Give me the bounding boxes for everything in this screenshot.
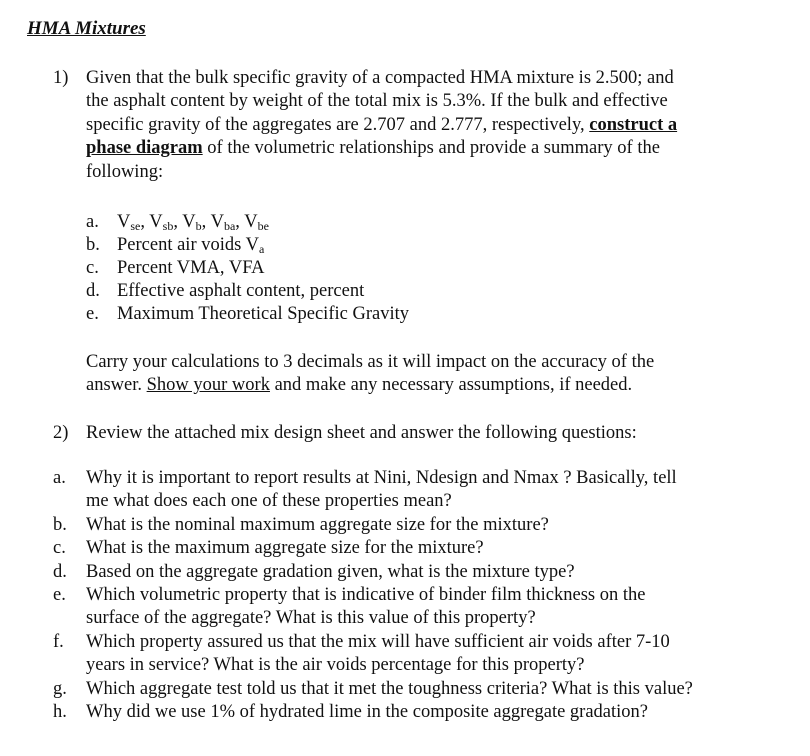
question-1-line [86, 137, 786, 160]
item-label: a. [86, 212, 99, 232]
question-2-intro: Review the attached mix design sheet and answer the following questions: [86, 423, 637, 443]
item-text: Based on the aggregate gradation given, what is the mixture type? [86, 561, 575, 582]
page-title: HMA Mixtures [27, 18, 146, 39]
show-your-work-emphasis: Show your work [146, 375, 270, 396]
question-number: 1) [53, 68, 69, 88]
question-1-line: following: [86, 161, 164, 182]
item-label: b. [53, 514, 67, 535]
item-text: Why it is important to report results at Nini, Ndesign and Nmax ? Basically, tell [86, 468, 677, 488]
item-text: Percent air voids $V_a$ [117, 235, 265, 256]
item-label: d. [86, 281, 100, 301]
item-label: e. [86, 304, 99, 324]
item-label: h. [53, 702, 67, 722]
item-label: c. [53, 538, 66, 559]
item-text: $V_{se}$, $V_{sb}$, $V_b$, $V_{ba}$, $V_{be}$ [117, 212, 269, 233]
question-1-line [86, 114, 786, 137]
item-text: surface of the aggregate? What is this value of this property? [86, 608, 536, 629]
emphasis-construct: construct a [589, 114, 678, 135]
item-text: years in service? What is the air voids percentage for this property? [86, 655, 585, 676]
item-label: g. [53, 678, 67, 699]
instructions-line: answer. Show your work and make any necessary assumptions, if needed. [86, 375, 633, 396]
item-text: Percent VMA, VFA [117, 258, 265, 278]
item-label: b. [86, 235, 100, 255]
question-1-line: the asphalt content by weight of the total mix is 5.3%. If the bulk and effective [86, 91, 668, 112]
item-text: Which volumetric property that is indicative of binder film thickness on the [86, 585, 646, 605]
item-text: Which aggregate test told us that it met the toughness criteria? What is this value? [86, 678, 693, 699]
instructions-line: Carry your calculations to 3 decimals as it will impact on the accuracy of the [86, 352, 655, 372]
item-label: d. [53, 561, 67, 582]
item-text: Maximum Theoretical Specific Gravity [117, 304, 409, 324]
item-text: What is the maximum aggregate size for the mixture? [86, 538, 484, 559]
item-label: e. [53, 585, 66, 605]
question-1-line-text: specific gravity of the aggregates are 2.707 and 2.777, respectively, [86, 114, 585, 135]
emphasis-phase-diagram: phase diagram [86, 138, 203, 159]
item-text: Effective asphalt content, percent [117, 281, 365, 301]
item-label: c. [86, 258, 99, 278]
item-text: Why did we use 1% of hydrated lime in the composite aggregate gradation? [86, 702, 649, 722]
instructions-paragraph [86, 351, 786, 398]
question-1-text [86, 67, 786, 184]
item-label: f. [53, 631, 64, 652]
question-number: 2) [53, 423, 69, 443]
item-label: a. [53, 468, 66, 488]
item-text: me what does each one of these properties mean? [86, 491, 452, 512]
item-text: What is the nominal maximum aggregate size for the mixture? [86, 514, 549, 535]
item-text: Which property assured us that the mix will have sufficient air voids after 7-10 [86, 631, 670, 652]
question-1-line: Given that the bulk specific gravity of a compacted HMA mixture is 2.500; and [86, 68, 674, 88]
question-1-line-text: of the volumetric relationships and provide a summary of the [207, 138, 660, 159]
